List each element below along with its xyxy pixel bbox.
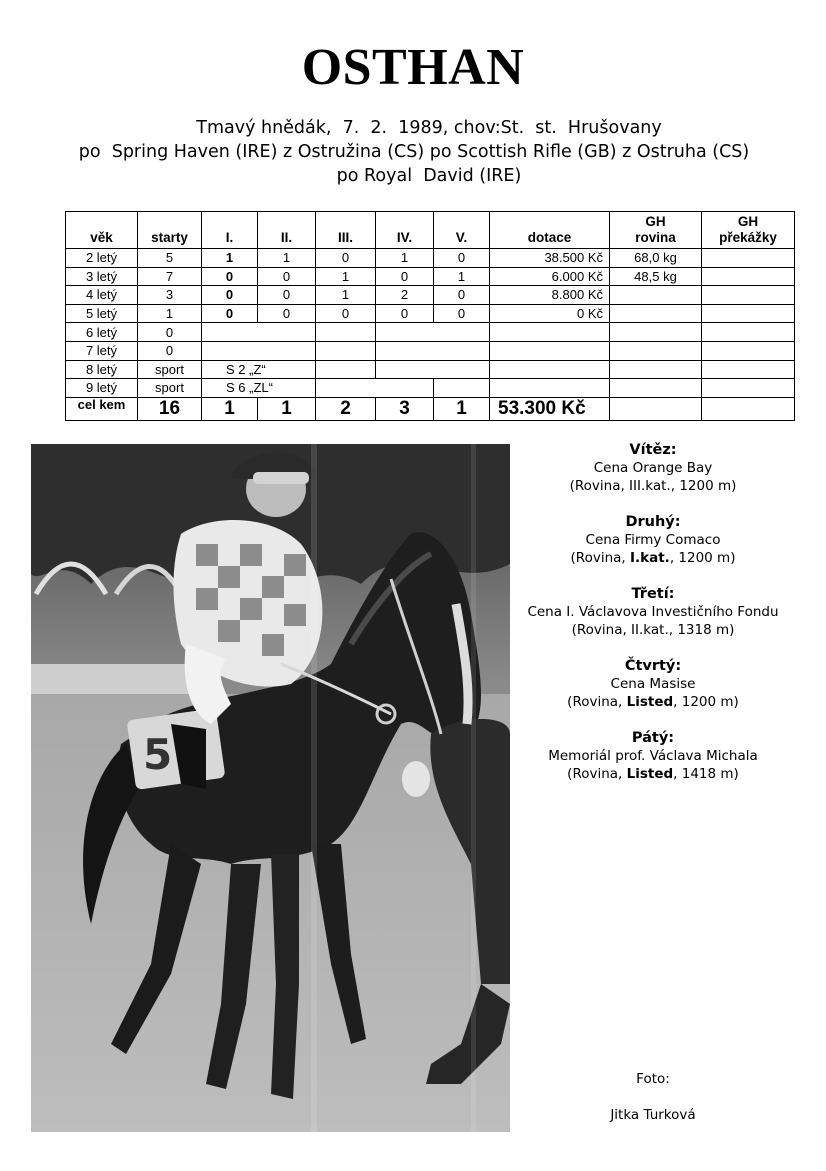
cell-age: 9 letý: [66, 379, 138, 398]
header-starts: starty: [138, 212, 202, 249]
total-prize: 53.300 Kč: [490, 397, 610, 420]
cell-empty: [434, 379, 490, 398]
cell-fourth: 2: [376, 286, 434, 305]
cell-fifth: 1: [434, 267, 490, 286]
cell-gh-jump: [702, 249, 795, 268]
cell-age: 2 letý: [66, 249, 138, 268]
cell-starts: 7: [138, 267, 202, 286]
result-detail: [518, 693, 788, 711]
total-starts: 16: [138, 397, 202, 420]
table-total-row: [66, 397, 795, 420]
total-label: cel kem: [66, 397, 138, 420]
result-place: Pátý:: [631, 730, 675, 746]
total-fourth: 3: [376, 397, 434, 420]
best-results: [518, 441, 788, 801]
header-gh-jump: [702, 212, 795, 249]
table-row: [66, 304, 795, 323]
result-item: [518, 513, 788, 567]
cell-empty: [376, 341, 490, 360]
cell-starts: 5: [138, 249, 202, 268]
cell-age: 6 letý: [66, 323, 138, 342]
result-detail-post: , 1418 m): [673, 766, 739, 782]
result-detail: [518, 549, 788, 567]
cell-third: 1: [316, 286, 376, 305]
cell-age: 8 letý: [66, 360, 138, 379]
subtitle-line-1: Tmavý hnědák, 7. 2. 1989, chov:St. st. Hrušovany: [196, 118, 662, 138]
cell-empty: [610, 397, 702, 420]
cell-second: 0: [258, 304, 316, 323]
table-header-row: [66, 212, 795, 249]
cell-empty: [610, 323, 702, 342]
cell-empty: [316, 379, 434, 398]
result-detail-bold: Listed: [626, 694, 674, 710]
cell-first: 0: [202, 267, 258, 286]
cell-third: 0: [316, 249, 376, 268]
header-gh-jump-line2: překážky: [719, 230, 777, 245]
cell-empty: [490, 323, 610, 342]
table-row: [66, 249, 795, 268]
cell-empty: [376, 323, 490, 342]
result-item: [518, 441, 788, 495]
race-stats-table: [65, 211, 795, 421]
header-gh-flat: [610, 212, 702, 249]
result-place: Čtvrtý:: [624, 658, 682, 674]
cell-gh-flat: [610, 304, 702, 323]
cell-prize: 38.500 Kč: [490, 249, 610, 268]
cell-empty: [610, 341, 702, 360]
total-first: 1: [202, 397, 258, 420]
total-fifth: 1: [434, 397, 490, 420]
table-row: [66, 360, 795, 379]
result-race: Cena I. Václavova Investičního Fondu: [527, 604, 779, 620]
cell-starts: 0: [138, 341, 202, 360]
cell-empty: [702, 341, 795, 360]
cell-empty: [490, 341, 610, 360]
cell-gh-jump: [702, 304, 795, 323]
result-detail: [518, 477, 788, 495]
cell-gh-jump: [702, 286, 795, 305]
header-second: II.: [258, 212, 316, 249]
header-age: věk: [66, 212, 138, 249]
result-detail: [518, 765, 788, 783]
cell-age: 3 letý: [66, 267, 138, 286]
result-detail-bold: I.kat.: [629, 550, 670, 566]
cell-fourth: 0: [376, 304, 434, 323]
cell-starts: 0: [138, 323, 202, 342]
result-detail-plain: II.kat.: [631, 622, 669, 638]
result-place: Vítěz:: [629, 442, 677, 458]
cell-empty: [490, 360, 610, 379]
header-first: I.: [202, 212, 258, 249]
result-race: Memoriál prof. Václava Michala: [548, 748, 758, 764]
table-row: [66, 267, 795, 286]
cell-starts: 3: [138, 286, 202, 305]
cell-first: 0: [202, 304, 258, 323]
horse-photo: [31, 444, 510, 1132]
table-row: [66, 379, 795, 398]
cell-sport-note: S 6 „ZL“: [202, 379, 316, 398]
horse-name: OSTHAN: [301, 39, 525, 96]
result-detail-pre: (Rovina,: [567, 766, 627, 782]
horse-photo-illustration: [31, 444, 510, 1132]
cell-gh-flat: [610, 286, 702, 305]
result-item: [518, 657, 788, 711]
result-item: [518, 585, 788, 639]
cell-fifth: 0: [434, 249, 490, 268]
cell-empty: [316, 323, 376, 342]
table-row: [66, 341, 795, 360]
cell-empty: [316, 341, 376, 360]
total-second: 1: [258, 397, 316, 420]
saddle-cloth-number: 5: [143, 730, 173, 779]
cell-empty: [202, 341, 316, 360]
result-detail-pre: (Rovina,: [570, 550, 630, 566]
cell-gh-flat: 48,5 kg: [610, 267, 702, 286]
header-fifth: V.: [434, 212, 490, 249]
result-detail-pre: (Rovina,: [571, 622, 632, 638]
result-detail-pre: (Rovina,: [567, 694, 627, 710]
header-gh-jump-line1: GH: [737, 214, 759, 229]
cell-fifth: 0: [434, 304, 490, 323]
result-detail-post: , 1200 m): [673, 694, 739, 710]
cell-empty: [490, 379, 610, 398]
cell-starts: 1: [138, 304, 202, 323]
table-row: [66, 323, 795, 342]
header-gh-flat-line1: GH: [645, 214, 666, 229]
result-detail-bold: Listed: [626, 766, 674, 782]
result-place: Druhý:: [625, 514, 681, 530]
subtitle-line-3: po Royal David (IRE): [336, 166, 522, 186]
result-detail-post: , 1318 m): [668, 622, 735, 638]
cell-third: 1: [316, 267, 376, 286]
result-place: Třetí:: [631, 586, 675, 602]
result-race: Cena Firmy Comaco: [585, 532, 721, 548]
cell-empty: [610, 360, 702, 379]
cell-starts: sport: [138, 379, 202, 398]
cell-empty: [610, 379, 702, 398]
cell-fifth: 0: [434, 286, 490, 305]
cell-empty: [702, 379, 795, 398]
cell-empty: [376, 360, 490, 379]
cell-gh-flat: 68,0 kg: [610, 249, 702, 268]
result-detail-plain: III.kat.: [629, 478, 671, 494]
subtitle-line-2: po Spring Haven (IRE) z Ostružina (CS) po Scottish Rifle (GB) z Ostruha (CS): [78, 142, 750, 162]
result-item: [518, 729, 788, 783]
header-third: III.: [316, 212, 376, 249]
header-prize: dotace: [490, 212, 610, 249]
cell-empty: [316, 360, 376, 379]
photo-credit-name: Jitka Turková: [610, 1107, 696, 1123]
cell-second: 0: [258, 267, 316, 286]
cell-age: 7 letý: [66, 341, 138, 360]
cell-fourth: 0: [376, 267, 434, 286]
result-detail-post: , 1200 m): [669, 550, 736, 566]
cell-empty: [202, 323, 316, 342]
header-fourth: IV.: [376, 212, 434, 249]
cell-first: 0: [202, 286, 258, 305]
result-detail-pre: (Rovina,: [569, 478, 630, 494]
table-row: [66, 286, 795, 305]
result-detail: [518, 621, 788, 639]
photo-credit-label: Foto:: [636, 1071, 670, 1087]
result-race: Cena Orange Bay: [593, 460, 713, 476]
cell-empty: [702, 360, 795, 379]
cell-second: 1: [258, 249, 316, 268]
cell-third: 0: [316, 304, 376, 323]
cell-second: 0: [258, 286, 316, 305]
cell-first: 1: [202, 249, 258, 268]
cell-prize: 6.000 Kč: [490, 267, 610, 286]
cell-prize: 0 Kč: [490, 304, 610, 323]
cell-gh-jump: [702, 267, 795, 286]
result-detail-post: , 1200 m): [670, 478, 737, 494]
cell-sport-note: S 2 „Z“: [202, 360, 316, 379]
cell-starts: sport: [138, 360, 202, 379]
cell-age: 5 letý: [66, 304, 138, 323]
result-race: Cena Masise: [610, 676, 696, 692]
cell-empty: [702, 323, 795, 342]
cell-fourth: 1: [376, 249, 434, 268]
cell-age: 4 letý: [66, 286, 138, 305]
cell-prize: 8.800 Kč: [490, 286, 610, 305]
cell-empty: [702, 397, 795, 420]
total-third: 2: [316, 397, 376, 420]
header-gh-flat-line2: rovina: [635, 230, 676, 245]
